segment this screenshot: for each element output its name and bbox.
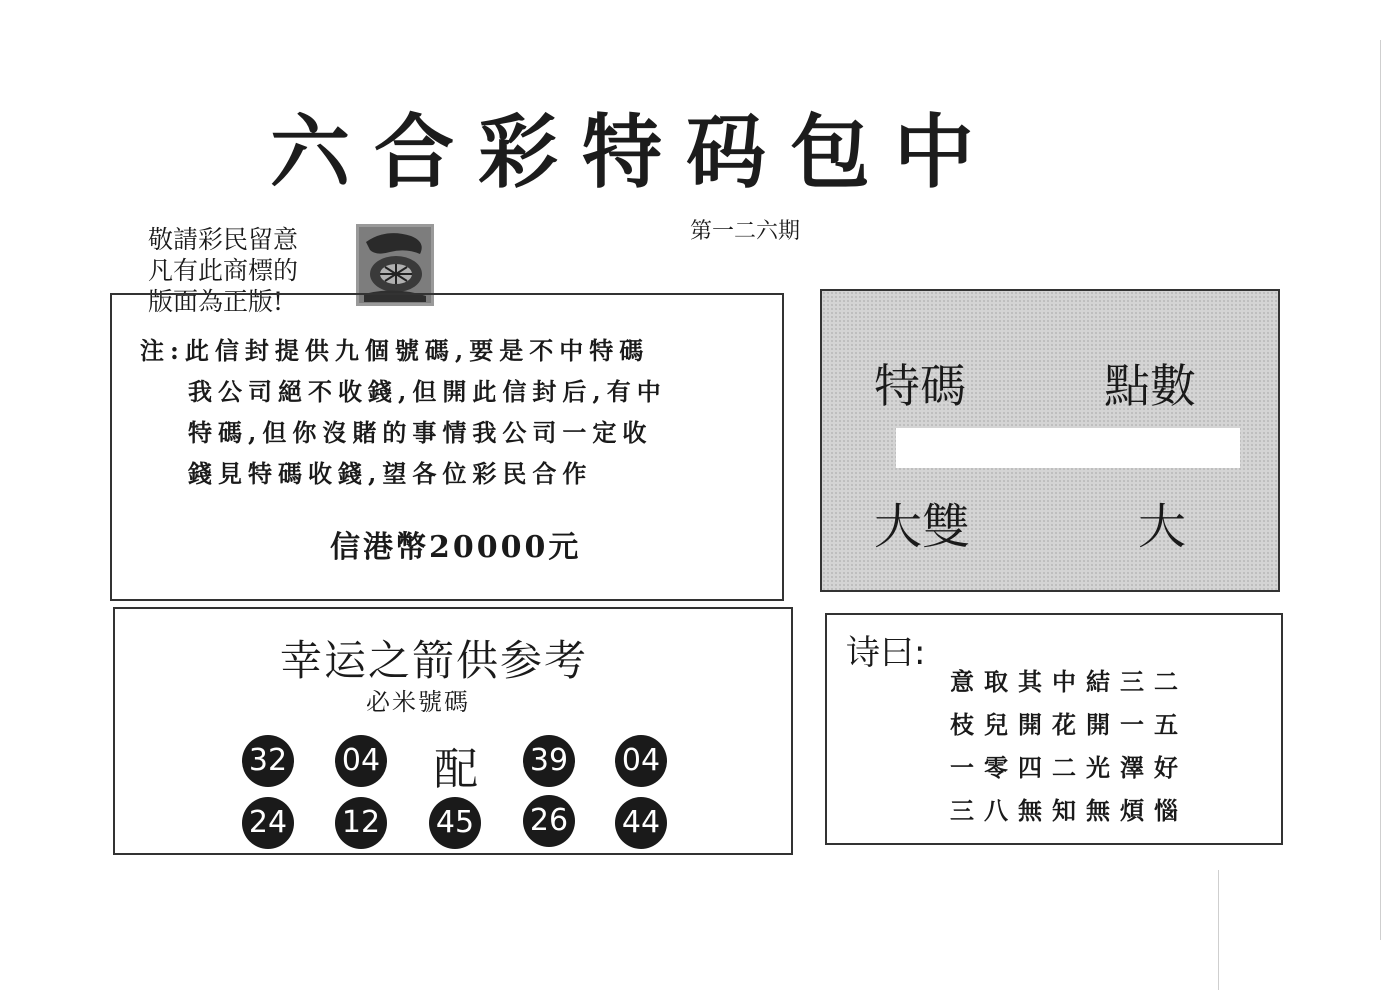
poem-line: 三八無知無煩惱 [950, 796, 1188, 825]
special-code-value: 大雙 [874, 499, 971, 555]
terms-line: 特碼,但你沒賭的事情我公司一定收 [188, 418, 653, 447]
special-code-label: 特碼 [874, 359, 966, 413]
poem-text [950, 660, 1188, 832]
lucky-subtitle: 必米號碼 [366, 688, 470, 716]
page-title: 六合彩特码包中 [270, 106, 998, 199]
notice-line: 敬請彩民留意 [148, 225, 299, 254]
number-ball: 44 [615, 797, 667, 849]
terms-text [140, 330, 667, 494]
number-ball: 04 [615, 735, 667, 787]
number-ball: 45 [429, 797, 481, 849]
lucky-title: 幸运之箭供参考 [280, 636, 589, 685]
number-ball: 12 [335, 797, 387, 849]
number-ball: 26 [523, 795, 575, 847]
poem-label: 诗曰: [846, 633, 926, 673]
poem-line: 一零四二光澤好 [950, 753, 1188, 782]
number-ball: 24 [242, 797, 294, 849]
issue-number: 第一二六期 [690, 219, 801, 244]
terms-prefix: 注: [140, 336, 185, 365]
reward-amount: 信港幣20000元 [330, 530, 582, 565]
terms-line: 錢見特碼收錢,望各位彩民合作 [188, 459, 593, 488]
terms-line: 此信封提供九個號碼,要是不中特碼 [184, 336, 650, 365]
number-ball: 32 [242, 735, 294, 787]
divider-bar [896, 428, 1240, 468]
pair-label: 配 [434, 744, 478, 795]
notice-line: 凡有此商標的 [148, 256, 299, 285]
number-ball: 04 [335, 735, 387, 787]
notice-line: 版面為正版! [148, 287, 284, 316]
points-value: 大 [1138, 499, 1187, 555]
scan-line [1218, 870, 1219, 990]
scan-line [1380, 40, 1381, 940]
number-ball: 39 [523, 735, 575, 787]
terms-line: 我公司絕不收錢,但開此信封后,有中 [188, 377, 667, 406]
poem-line: 枝兒開花開一五 [950, 710, 1188, 739]
poem-line: 意取其中結三二 [950, 667, 1188, 696]
points-label: 點數 [1104, 359, 1196, 413]
